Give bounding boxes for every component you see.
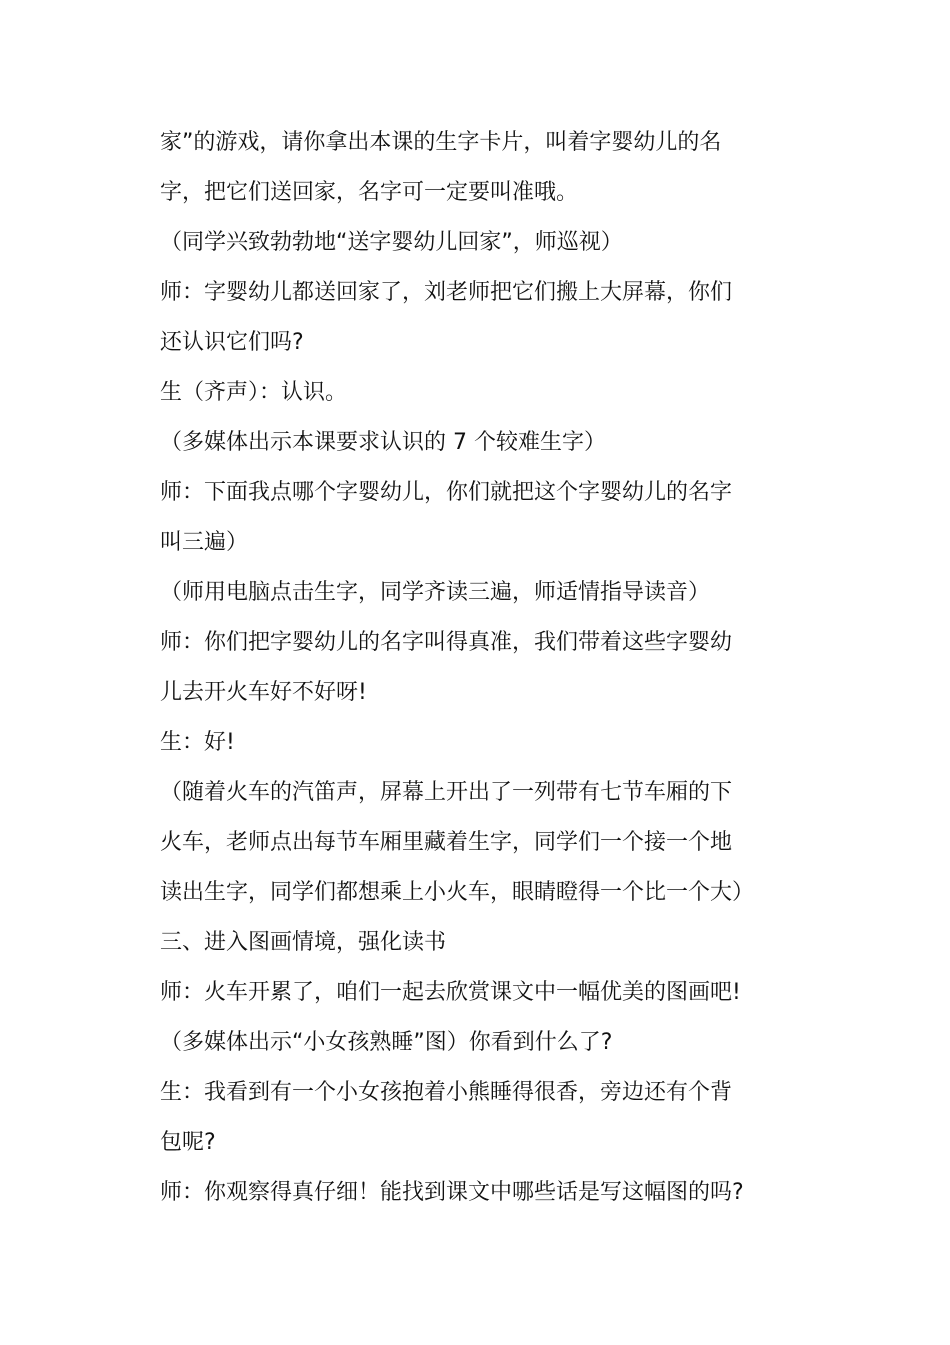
text-line-3: （同学兴致勃勃地“送字婴幼儿回家”，师巡视） [160,230,623,255]
text-line-14: （随着火车的汽笛声，屏幕上开出了一列带有七节车厢的下 [160,780,733,805]
text-line-22: 师：你观察得真仔细！能找到课文中哪些话是写这幅图的吗? [160,1180,744,1205]
text-line-9: 叫三遍） [160,530,249,555]
text-line-11: 师：你们把字婴幼儿的名字叫得真准，我们带着这些字婴幼 [160,630,733,655]
text-line-10: （师用电脑点击生字，同学齐读三遍，师适情指导读音） [160,580,711,605]
text-line-1: 家”的游戏，请你拿出本课的生字卡片，叫着字婴幼儿的名 [160,130,722,155]
text-line-13: 生：好! [160,730,235,755]
text-line-5: 还认识它们吗? [160,330,304,355]
document-body [160,118,760,1218]
text-line-6: 生（齐声）：认识。 [160,380,348,405]
text-line-12: 儿去开火车好不好呀! [160,680,367,705]
text-line-7: （多媒体出示本课要求认识的 7 个较难生字） [160,430,606,455]
text-line-4: 师：字婴幼儿都送回家了，刘老师把它们搬上大屏幕，你们 [160,280,733,305]
text-line-8: 师：下面我点哪个字婴幼儿，你们就把这个字婴幼儿的名字 [160,480,733,505]
text-line-16: 读出生字，同学们都想乘上小火车，眼睛瞪得一个比一个大） [160,880,755,905]
text-line-21: 包呢? [160,1130,216,1155]
section-heading: 三、进入图画情境，强化读书 [160,930,447,955]
text-line-15: 火车，老师点出每节车厢里藏着生字，同学们一个接一个地 [160,830,733,855]
text-line-2: 字，把它们送回家，名字可一定要叫准哦。 [160,180,579,205]
text-line-20: 生：我看到有一个小女孩抱着小熊睡得很香，旁边还有个背 [160,1080,733,1105]
text-line-19: （多媒体出示“小女孩熟睡”图）你看到什么了? [160,1030,613,1055]
text-line-18: 师：火车开累了，咱们一起去欣赏课文中一幅优美的图画吧! [160,980,741,1005]
